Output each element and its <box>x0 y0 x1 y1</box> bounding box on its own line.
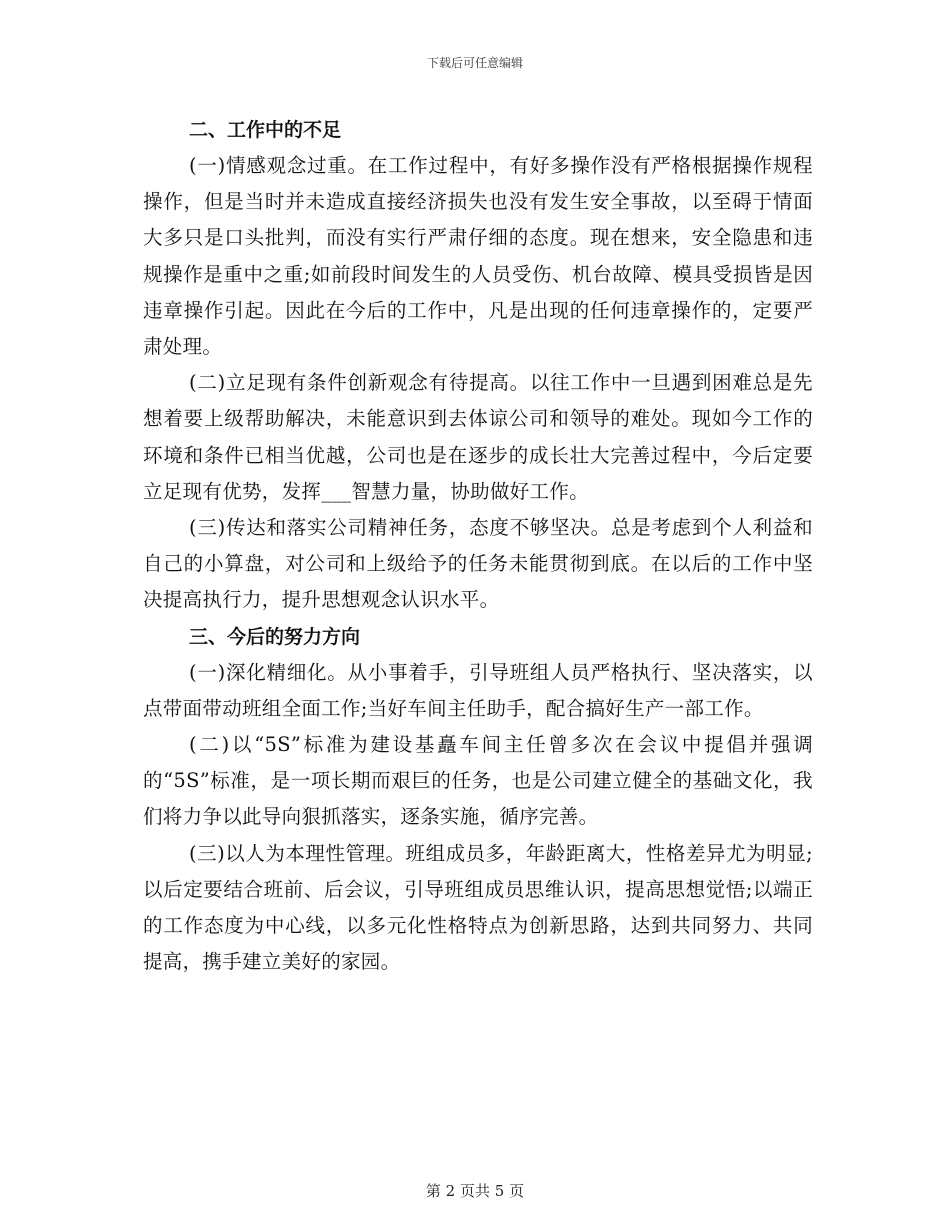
paragraph-direction-3: (三)以人为本理性管理。班组成员多，年龄距离大，性格差异尤为明显;以后定要结合班前、后会议，引导班组成员思维认识，提高思想觉悟;以端正的工作态度为中心线，以多元化性格特点为创新思路，达到共同努力、共同提高，携手建立美好的家园。 <box>143 841 813 974</box>
section-heading-shortcomings: 二、工作中的不足 <box>189 119 342 141</box>
section-heading-future-direction: 三、今后的努力方向 <box>189 625 361 648</box>
paragraph-shortcoming-2: (二)立足现有条件创新观念有待提高。以往工作中一旦遇到困难总是先想着要上级帮助解决，未能意识到去体谅公司和领导的难处。现如今工作的环境和条件已相当优越，公司也是在逐步的成长壮大完善过程中，今后定要立足现有优势，发挥___智慧力量，协助做好工作。 <box>143 371 813 503</box>
paragraph-direction-2: (二)以“5S”标准为建设基矗车间主任曾多次在会议中提倡并强调的“5S”标准，是一项长期而艰巨的任务，也是公司建立健全的基础文化，我们将力争以此导向狠抓落实，逐条实施，循序完善。 <box>143 733 813 829</box>
document-body <box>143 112 813 980</box>
page-footer: 第 2 页共 5 页 <box>425 1182 525 1200</box>
paragraph-shortcoming-1: (一)情感观念过重。在工作过程中，有好多操作没有严格根据操作规程操作，但是当时并未造成直接经济损失也没有发生安全事故，以至碍于情面大多只是口头批判，而没有实行严肃仔细的态度。现在想来，安全隐患和违规操作是重中之重;如前段时间发生的人员受伤、机台故障、模具受损皆是因违章操作引起。因此在今后的工作中，凡是出现的任何违章操作的，定要严肃处理。 <box>143 154 813 359</box>
page-header: 下载后可任意编辑 <box>426 56 523 70</box>
paragraph-direction-1: (一)深化精细化。从小事着手，引导班组人员严格执行、坚决落实，以点带面带动班组全面工作;当好车间主任助手，配合搞好生产一部工作。 <box>143 660 813 720</box>
paragraph-shortcoming-3: (三)传达和落实公司精神任务，态度不够坚决。总是考虑到个人利益和自己的小算盘，对公司和上级给予的任务未能贯彻到底。在以后的工作中坚决提高执行力，提升思想观念认识水平。 <box>143 516 813 612</box>
